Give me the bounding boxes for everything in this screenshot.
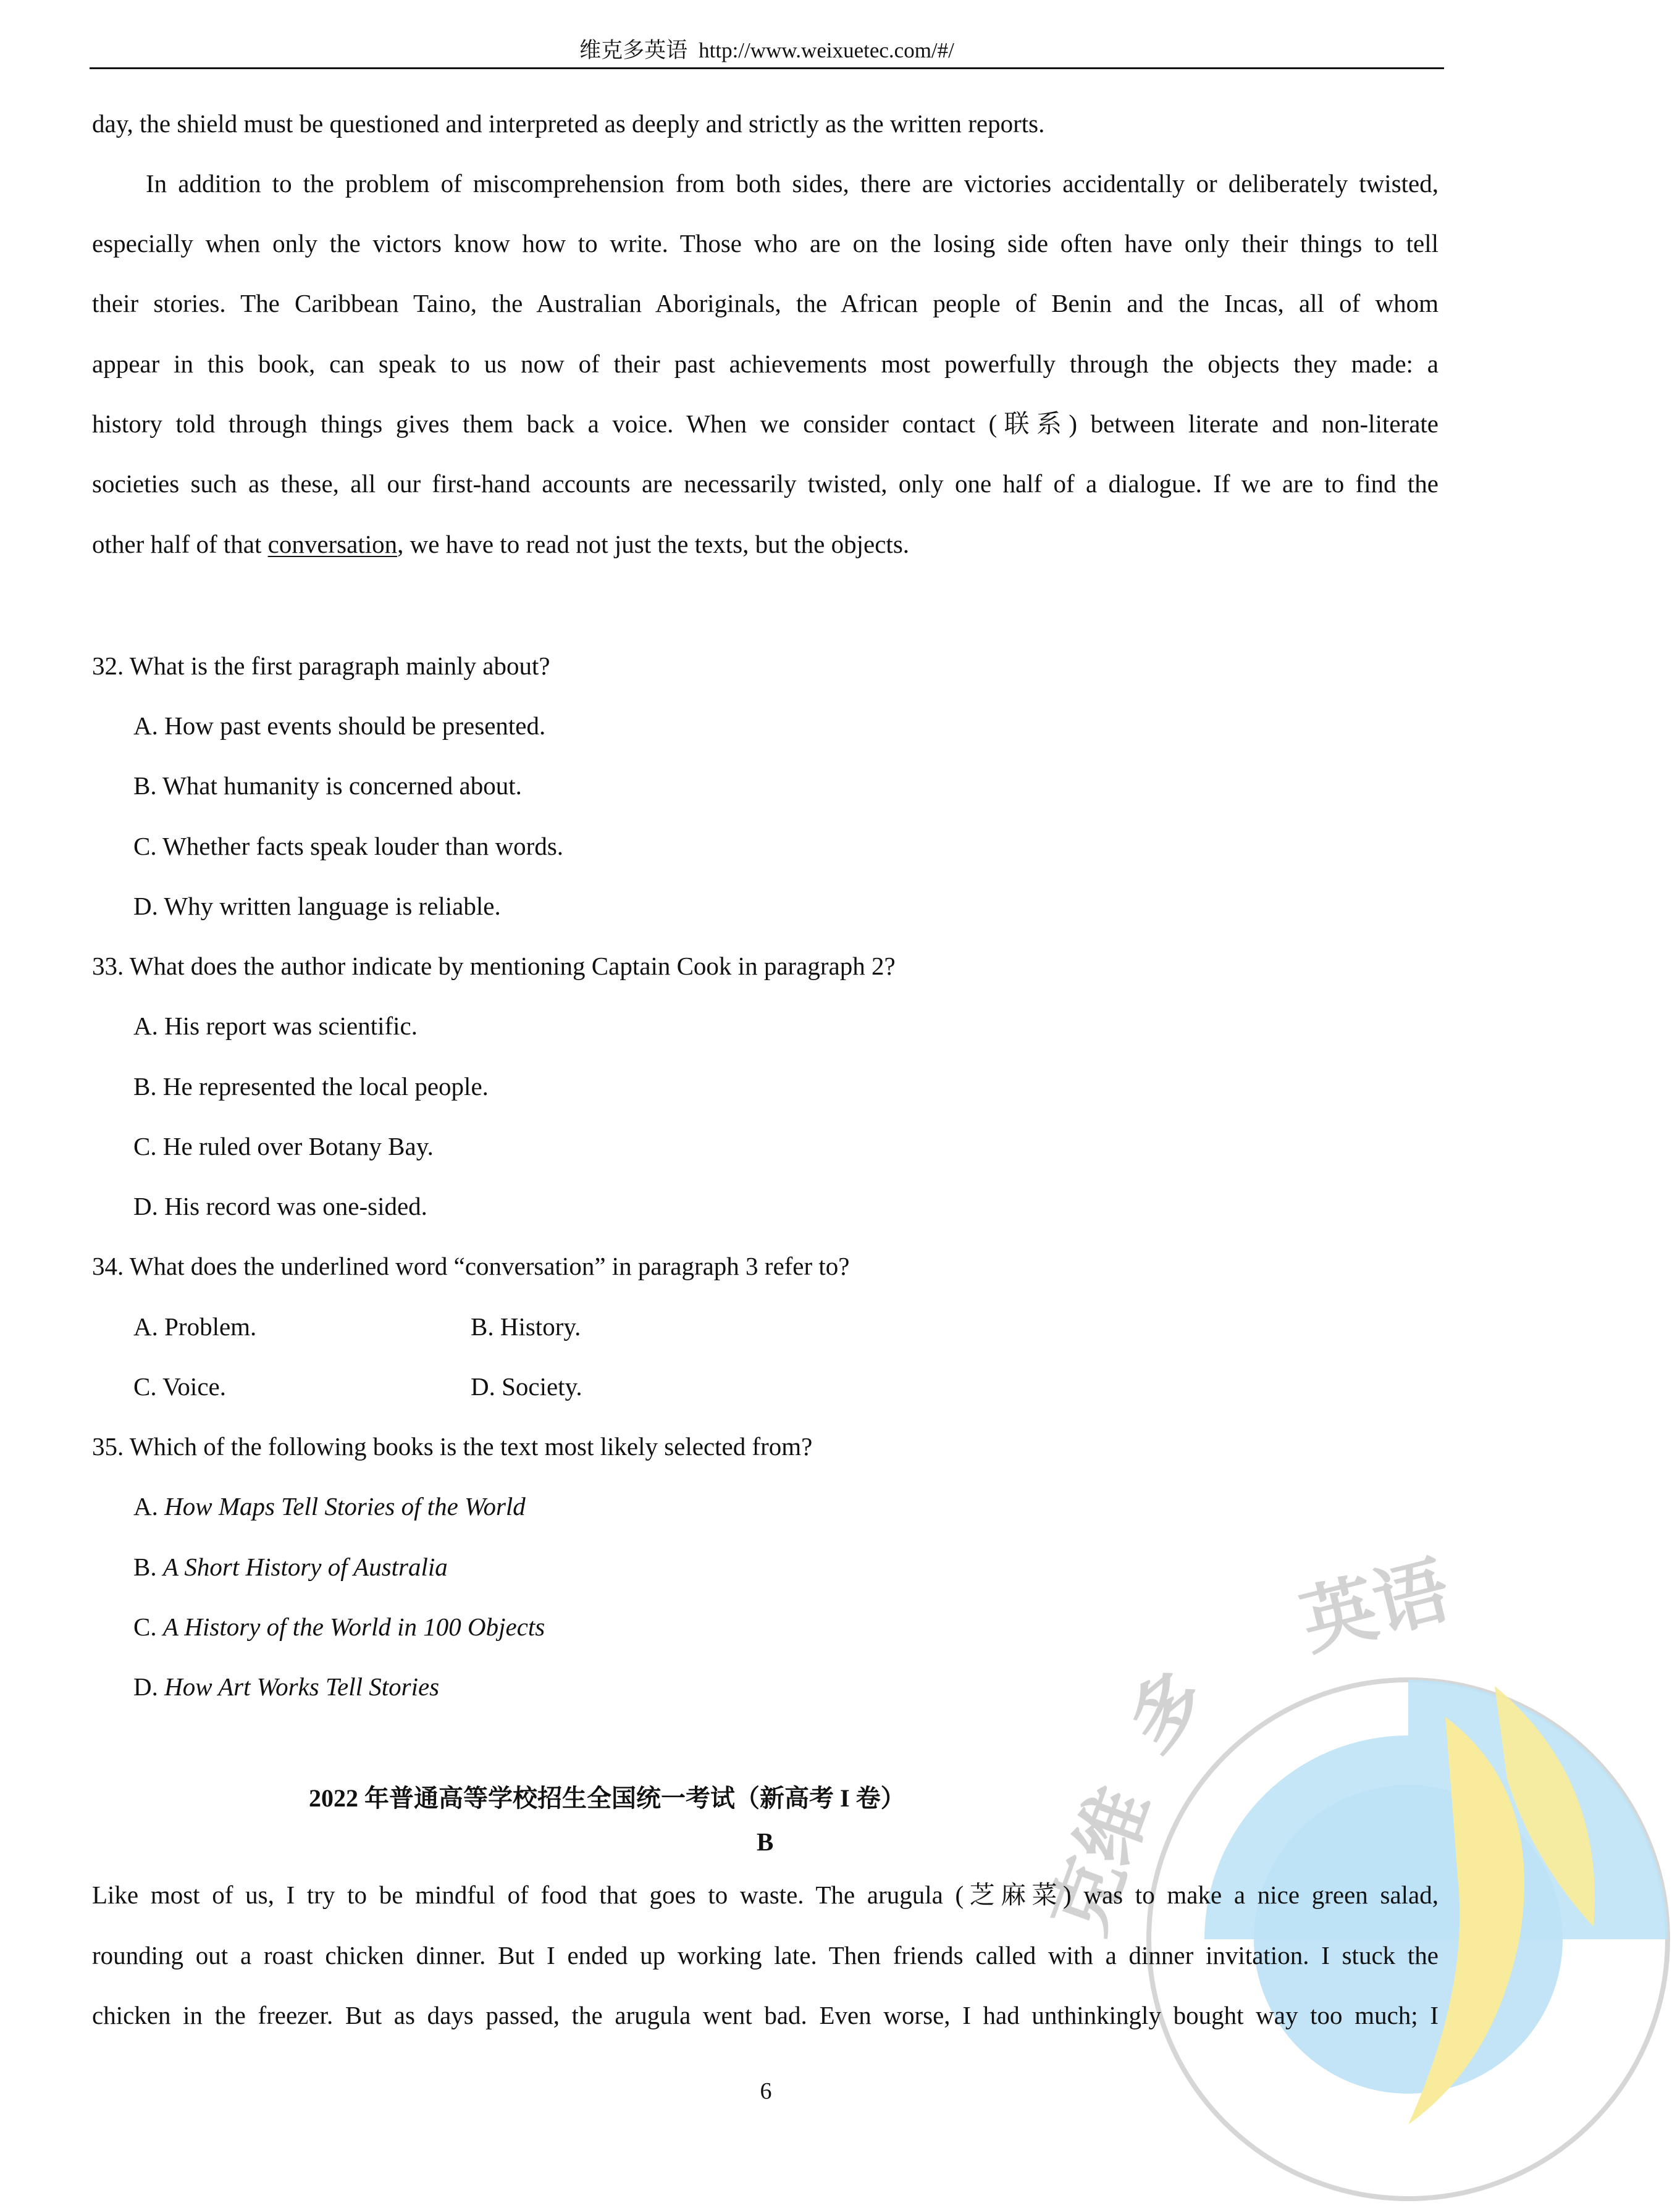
paragraph-line: societies such as these, all our first-hand accounts are necessarily twisted, only one half of a dialogue. If we are to find the xyxy=(92,469,1438,498)
passage-b-line: chicken in the freezer. But as days passed, the arugula went bad. Even worse, I had unthinkingly bought way too much; I xyxy=(92,2001,1438,2029)
section-letter: B xyxy=(757,1827,774,1856)
header-url[interactable]: http://www.weixuetec.com/#/ xyxy=(699,38,954,62)
question-34-stem: 34. What does the underlined word “conversation” in paragraph 3 refer to? xyxy=(92,1252,850,1280)
header-divider xyxy=(90,67,1444,69)
underlined-word: conversation xyxy=(267,530,398,558)
svg-text:多: 多 xyxy=(1111,1654,1224,1768)
question-33-option-b: B. He represented the local people. xyxy=(133,1072,489,1101)
section-title: 2022 年普通高等学校招生全国统一考试（新高考 I 卷） xyxy=(309,1784,905,1812)
question-35-option-c: C. A History of the World in 100 Objects xyxy=(133,1613,545,1641)
question-33-option-a: A. His report was scientific. xyxy=(133,1012,418,1040)
paragraph-line: other half of that conversation, we have to read not just the texts, but the objects. xyxy=(92,530,910,558)
paragraph-line: history told through things gives them back a voice. When we consider contact (联系) between literate and non-literate xyxy=(92,409,1438,438)
passage-b-line: Like most of us, I try to be mindful of food that goes to waste. The arugula (芝麻菜) was to make a nice green salad, xyxy=(92,1881,1438,1909)
passage-line: day, the shield must be questioned and interpreted as deeply and strictly as the written reports. xyxy=(92,109,1045,138)
question-35-option-a: A. How Maps Tell Stories of the World xyxy=(133,1492,526,1521)
question-34-option-b: B. History. xyxy=(471,1312,581,1341)
question-34-option-d: D. Society. xyxy=(471,1372,582,1401)
book-title: How Art Works Tell Stories xyxy=(164,1672,440,1701)
question-32-stem: 32. What is the first paragraph mainly about? xyxy=(92,652,550,680)
question-34-option-c: C. Voice. xyxy=(133,1372,226,1401)
question-33-option-c: C. He ruled over Botany Bay. xyxy=(133,1132,434,1160)
question-33-option-d: D. His record was one-sided. xyxy=(133,1192,427,1220)
book-title: A Short History of Australia xyxy=(162,1553,448,1581)
paragraph-line: their stories. The Caribbean Taino, the Australian Aboriginals, the African people of Benin and the Incas, all of whom xyxy=(92,289,1438,317)
question-35-stem: 35. Which of the following books is the text most likely selected from? xyxy=(92,1432,813,1461)
question-35-option-d: D. How Art Works Tell Stories xyxy=(133,1672,440,1701)
book-title: How Maps Tell Stories of the World xyxy=(164,1492,526,1521)
question-32-option-c: C. Whether facts speak louder than words. xyxy=(133,832,564,860)
paragraph-line: In addition to the problem of miscomprehension from both sides, there are victories accidentally or deliberately twisted, xyxy=(146,169,1438,198)
svg-text:克维: 克维 xyxy=(1035,1776,1167,1945)
header-site-name: 维克多英语 xyxy=(579,38,688,62)
question-33-stem: 33. What does the author indicate by mentioning Captain Cook in paragraph 2? xyxy=(92,952,896,980)
page-number: 6 xyxy=(760,2078,772,2104)
question-32-option-b: B. What humanity is concerned about. xyxy=(133,771,522,800)
question-35-option-b: B. A Short History of Australia xyxy=(133,1553,448,1581)
book-title: A History of the World in 100 Objects xyxy=(162,1613,545,1641)
paragraph-line: appear in this book, can speak to us now of their past achievements most powerfully through the objects they made: a xyxy=(92,350,1438,378)
question-32-option-a: A. How past events should be presented. xyxy=(133,711,546,740)
svg-text:英语: 英语 xyxy=(1293,1547,1458,1667)
page-header xyxy=(90,35,1444,69)
paragraph-line: especially when only the victors know how to write. Those who are on the losing side often have only their things to tell xyxy=(92,229,1438,258)
question-32-option-d: D. Why written language is reliable. xyxy=(133,892,501,920)
question-34-option-a: A. Problem. xyxy=(133,1312,257,1341)
passage-b-line: rounding out a roast chicken dinner. But I ended up working late. Then friends called with a dinner invitation. I stuck the xyxy=(92,1941,1438,1970)
